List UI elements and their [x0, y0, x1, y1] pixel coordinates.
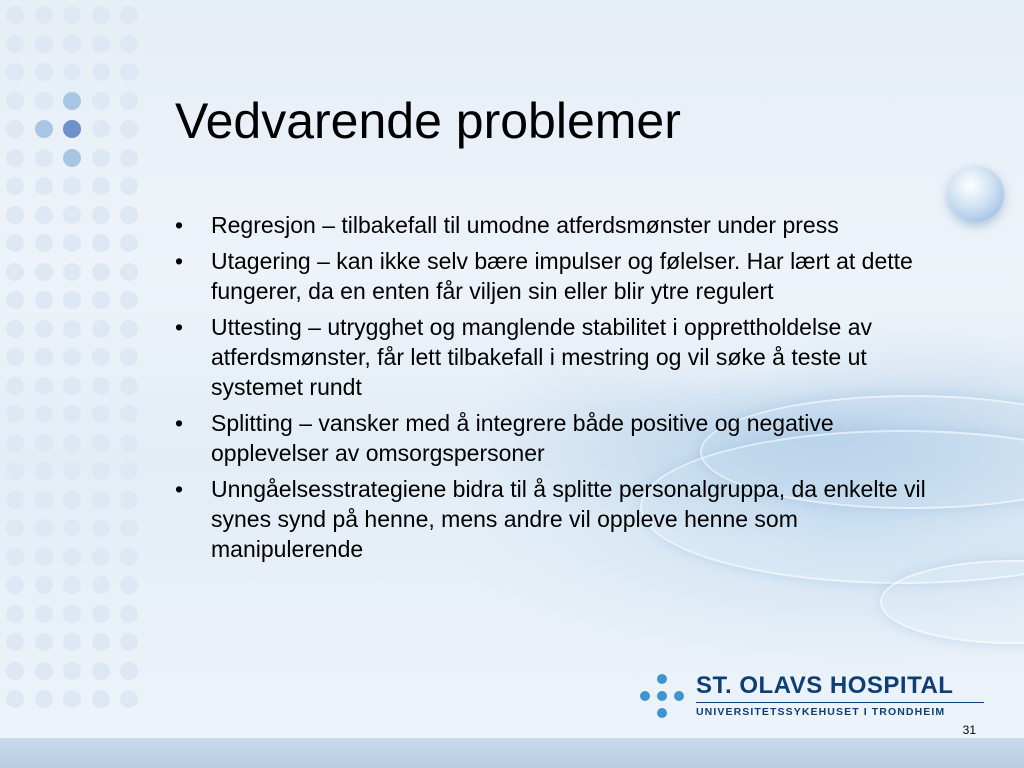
- grid-dot: [63, 206, 81, 224]
- grid-dot: [6, 690, 24, 708]
- grid-dot: [120, 605, 138, 623]
- grid-dot: [63, 348, 81, 366]
- grid-dot: [6, 405, 24, 423]
- grid-dot: [63, 519, 81, 537]
- grid-dot: [120, 35, 138, 53]
- bullet-item: [175, 408, 935, 468]
- bullet-icon: •: [175, 314, 184, 340]
- grid-dot: [120, 149, 138, 167]
- grid-dot: [92, 605, 110, 623]
- grid-dot: [120, 177, 138, 195]
- grid-dot: [6, 377, 24, 395]
- grid-dot: [92, 63, 110, 81]
- hospital-logo: [640, 672, 990, 718]
- grid-dot: [92, 462, 110, 480]
- grid-dot: [63, 605, 81, 623]
- grid-dot: [92, 434, 110, 452]
- grid-dot: [92, 120, 110, 138]
- bullet-icon: •: [175, 476, 184, 502]
- grid-dot: [92, 149, 110, 167]
- grid-dot: [6, 234, 24, 252]
- grid-dot: [92, 263, 110, 281]
- footer-band: [0, 738, 1024, 768]
- grid-dot: [6, 605, 24, 623]
- grid-dot: [35, 662, 53, 680]
- grid-dot: [63, 377, 81, 395]
- grid-dot: [63, 177, 81, 195]
- grid-dot: [63, 434, 81, 452]
- grid-dot: [120, 206, 138, 224]
- grid-dot: [63, 35, 81, 53]
- grid-dot: [92, 662, 110, 680]
- grid-dot: [92, 548, 110, 566]
- grid-dot: [63, 405, 81, 423]
- grid-dot: [35, 291, 53, 309]
- grid-dot: [6, 320, 24, 338]
- grid-dot: [92, 690, 110, 708]
- slide-title: Vedvarende problemer: [175, 93, 681, 149]
- grid-dot: [92, 177, 110, 195]
- grid-dot: [92, 405, 110, 423]
- grid-dot: [6, 6, 24, 24]
- grid-dot: [63, 491, 81, 509]
- grid-dot: [120, 434, 138, 452]
- grid-dot: [63, 234, 81, 252]
- grid-dot: [35, 605, 53, 623]
- grid-dot: [6, 291, 24, 309]
- grid-dot: [6, 662, 24, 680]
- grid-dot: [120, 633, 138, 651]
- grid-dot: [6, 92, 24, 110]
- grid-dot: [92, 234, 110, 252]
- grid-dot: [35, 377, 53, 395]
- grid-dot: [35, 548, 53, 566]
- grid-dot: [6, 348, 24, 366]
- grid-dot: [63, 92, 81, 110]
- grid-dot: [35, 633, 53, 651]
- grid-dot: [63, 263, 81, 281]
- bullet-icon: •: [175, 248, 184, 274]
- logo-name: ST. OLAVS HOSPITAL: [696, 672, 954, 699]
- grid-dot: [120, 120, 138, 138]
- grid-dot: [120, 462, 138, 480]
- bullet-item: [175, 312, 935, 402]
- logo-divider: [696, 702, 984, 703]
- grid-dot: [92, 348, 110, 366]
- grid-dot: [63, 548, 81, 566]
- bullet-text: Regresjon – tilbakefall til umodne atferdsmønster under press: [211, 212, 839, 238]
- logo-subtitle: UNIVERSITETSSYKEHUSET I TRONDHEIM: [696, 706, 946, 718]
- grid-dot: [120, 234, 138, 252]
- grid-dot: [6, 633, 24, 651]
- grid-dot: [35, 35, 53, 53]
- grid-dot: [63, 63, 81, 81]
- grid-dot: [120, 576, 138, 594]
- grid-dot: [35, 519, 53, 537]
- grid-dot: [120, 690, 138, 708]
- grid-dot: [120, 405, 138, 423]
- grid-dot: [35, 690, 53, 708]
- bullet-icon: •: [175, 212, 184, 238]
- bullet-item: [175, 210, 935, 240]
- grid-dot: [92, 576, 110, 594]
- dot-cluster-icon: [640, 674, 684, 718]
- grid-dot: [63, 291, 81, 309]
- grid-dot: [120, 63, 138, 81]
- grid-dot: [120, 320, 138, 338]
- grid-dot: [35, 348, 53, 366]
- grid-dot: [6, 434, 24, 452]
- bullet-item: [175, 474, 935, 564]
- grid-dot: [63, 462, 81, 480]
- grid-dot: [63, 120, 81, 138]
- water-drop-decoration: [948, 166, 1004, 222]
- grid-dot: [63, 576, 81, 594]
- grid-dot: [6, 35, 24, 53]
- slide-number: 31: [962, 723, 976, 737]
- grid-dot: [6, 491, 24, 509]
- grid-dot: [35, 491, 53, 509]
- grid-dot: [92, 519, 110, 537]
- grid-dot: [63, 690, 81, 708]
- grid-dot: [35, 434, 53, 452]
- grid-dot: [6, 548, 24, 566]
- grid-dot: [92, 6, 110, 24]
- grid-dot: [120, 377, 138, 395]
- grid-dot: [35, 149, 53, 167]
- grid-dot: [35, 6, 53, 24]
- grid-dot: [92, 35, 110, 53]
- grid-dot: [35, 120, 53, 138]
- grid-dot: [120, 548, 138, 566]
- grid-dot: [6, 263, 24, 281]
- grid-dot: [120, 291, 138, 309]
- grid-dot: [6, 177, 24, 195]
- bullet-item: [175, 246, 935, 306]
- grid-dot: [35, 576, 53, 594]
- grid-dot: [120, 662, 138, 680]
- grid-dot: [120, 519, 138, 537]
- grid-dot: [63, 662, 81, 680]
- grid-dot: [63, 633, 81, 651]
- grid-dot: [92, 633, 110, 651]
- bullet-text: Unngåelsesstrategiene bidra til å splitte personalgruppa, da enkelte vil synes synd på henne, mens andre vil oppleve henne som manipulerende: [211, 476, 926, 562]
- grid-dot: [35, 405, 53, 423]
- grid-dot: [6, 576, 24, 594]
- bullet-text: Utagering – kan ikke selv bære impulser og følelser. Har lært at dette fungerer, da en enten får viljen sin eller blir ytre regulert: [211, 248, 913, 304]
- grid-dot: [35, 462, 53, 480]
- grid-dot: [35, 320, 53, 338]
- grid-dot: [35, 63, 53, 81]
- grid-dot: [92, 377, 110, 395]
- bullet-text: Uttesting – utrygghet og manglende stabilitet i opprettholdelse av atferdsmønster, får lett tilbakefall i mestring og vil søke å teste ut systemet rundt: [211, 314, 873, 400]
- grid-dot: [120, 348, 138, 366]
- grid-dot: [63, 6, 81, 24]
- grid-dot: [35, 263, 53, 281]
- grid-dot: [92, 206, 110, 224]
- grid-dot: [120, 92, 138, 110]
- grid-dot: [92, 291, 110, 309]
- bullet-text: Splitting – vansker med å integrere både positive og negative opplevelser av omsorgspersoner: [211, 410, 834, 466]
- bullet-icon: •: [175, 410, 184, 436]
- bullet-list: [175, 210, 935, 570]
- grid-dot: [35, 92, 53, 110]
- grid-dot: [35, 234, 53, 252]
- grid-dot: [120, 491, 138, 509]
- grid-dot: [92, 320, 110, 338]
- grid-dot: [92, 491, 110, 509]
- grid-dot: [6, 462, 24, 480]
- grid-dot: [120, 6, 138, 24]
- grid-dot: [6, 149, 24, 167]
- grid-dot: [35, 206, 53, 224]
- grid-dot: [92, 92, 110, 110]
- grid-dot: [6, 63, 24, 81]
- grid-dot: [6, 120, 24, 138]
- grid-dot: [63, 149, 81, 167]
- grid-dot: [120, 263, 138, 281]
- grid-dot: [63, 320, 81, 338]
- grid-dot: [6, 519, 24, 537]
- grid-dot: [6, 206, 24, 224]
- grid-dot: [35, 177, 53, 195]
